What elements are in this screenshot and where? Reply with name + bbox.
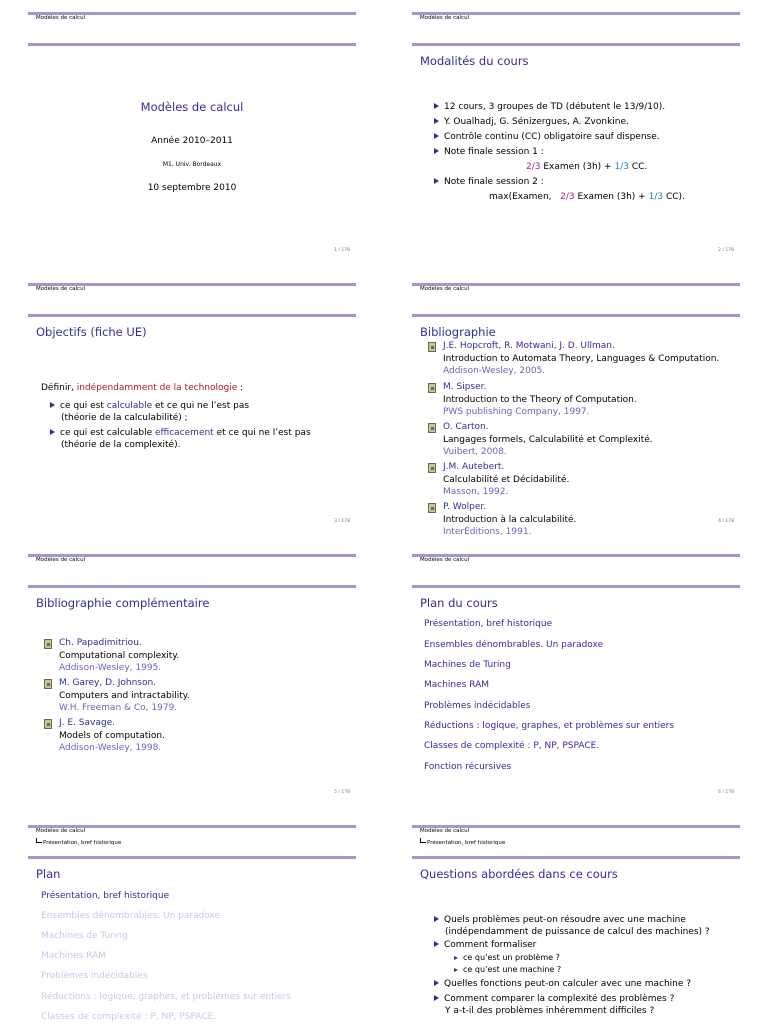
ref-title: Introduction to the Theory of Computation. [443,394,637,405]
plan-item[interactable]: Fonction récursives [424,762,512,772]
reference-entry [59,677,190,715]
slide-header: Modèles de calcul [420,15,470,21]
slide-title: Modalités du cours [420,54,529,68]
bullet-item: Quelles fonctions peut-on calculer avec une machine ? [434,978,691,990]
bullet-item: 12 cours, 3 groupes de TD (débutent le 13/9/10). [434,101,665,113]
slide-title: Plan [36,867,61,881]
ref-authors: Ch. Papadimitriou. [59,638,142,648]
academic-year: Année 2010–2011 [151,136,233,146]
book-icon [44,639,52,649]
reference-entry [443,381,637,419]
reference-entry [443,340,719,378]
title-bar [412,585,740,588]
page-number: 2 / 178 [718,248,734,253]
ref-title: Models of computation. [59,730,165,741]
plan-item-current[interactable]: Présentation, bref historique [41,891,170,901]
ref-title: Langages formels, Calculabilité et Complexité. [443,434,653,445]
bullet-icon [434,995,439,1001]
section-subheader: Présentation, bref historique [420,838,505,846]
slide-header: Modèles de calcul [36,15,86,21]
title-bar [28,314,356,317]
bullet-continuation: Y a-t-il des problèmes inhéremment difficiles ? [445,1006,655,1016]
title-bar [28,585,356,588]
page-number: 5 / 178 [334,790,350,795]
book-icon [428,463,436,473]
ref-publisher: PWS publishing Company, 1997. [443,407,590,417]
ref-authors: P. Wolper. [443,502,487,512]
ref-title: Computers and intractability. [59,690,190,701]
slide-title: Bibliographie complémentaire [36,596,210,610]
plan-item[interactable]: Réductions : logique, graphes, et problèmes sur entiers [424,721,675,731]
plan-item[interactable]: Classes de complexité : P, NP, PSPACE. [424,741,600,751]
slide-header: Modèles de calcul [420,286,470,292]
slide-7 [28,825,356,1024]
slide-title: Objectifs (fiche UE) [36,325,147,339]
ref-publisher: Masson, 1992. [443,487,509,497]
ref-publisher: InterÉditions, 1991. [443,527,532,537]
reference-entry [59,717,165,755]
bullet-continuation: (indépendamment de puissance de calcul des machines) ? [445,927,710,937]
date: 10 septembre 2010 [147,183,237,193]
slide-3 [28,283,356,523]
bullet-icon [434,103,439,109]
bullet-continuation: (théorie de la complexité). [61,440,181,450]
sub-bullet-item: ce qu’est un problème ? [454,952,560,964]
slide-header: Modèles de calcul [36,286,86,292]
bullet-item: Contrôle continu (CC) obligatoire sauf dispense. [434,131,660,143]
ref-publisher: Vuibert, 2008. [443,447,507,457]
plan-item[interactable]: Réductions : logique, graphes, et problèmes sur entiers [41,992,292,1002]
ref-title: Introduction à la calculabilité. [443,514,577,525]
plan-item[interactable]: Présentation, bref historique [424,619,553,629]
reference-entry [443,461,569,499]
plan-item[interactable]: Machines RAM [424,680,490,690]
plan-item[interactable]: Classes de complexité : P, NP, PSPACE. [41,1012,217,1022]
bullet-icon [434,118,439,124]
page-number: 4 / 178 [718,519,734,524]
plan-item[interactable]: Machines de Turing [41,931,128,941]
sub-bullet-item: ce qu’est une machine ? [454,964,561,976]
section-subheader: Présentation, bref historique [36,838,121,846]
bullet-item: Comment comparer la complexité des problèmes ? [434,993,674,1005]
slide-2 [412,12,740,252]
slide-6 [412,554,740,794]
slide-4 [412,283,740,537]
bullet-icon [434,178,439,184]
institution: M1, Univ. Bordeaux [162,161,222,168]
slide-title: Questions abordées dans ce cours [420,867,618,881]
bullet-item: ce qui est calculable et ce qui ne l’est pas [50,400,249,412]
bullet-item: Quels problèmes peut-on résoudre avec une machine [434,914,686,926]
page-number: 6 / 178 [718,790,734,795]
book-icon [44,719,52,729]
title-bar [412,856,740,859]
ref-publisher: Addison-Wesley, 1995. [59,663,162,673]
slide-title: Modèles de calcul [140,100,244,114]
intro-text: Définir, indépendamment de la technologie : [41,383,244,393]
reference-entry [59,637,179,675]
ref-authors: J. E. Savage. [59,718,115,728]
ref-authors: O. Carton. [443,422,489,432]
plan-item[interactable]: Machines de Turing [424,660,511,670]
ref-authors: M. Sipser. [443,382,487,392]
ref-title: Computational complexity. [59,650,180,661]
reference-entry [443,501,576,539]
formula-session-2: max(Examen, 2/3 Examen (3h) + 1/3 CC). [489,192,685,202]
bullet-icon [434,916,439,922]
reference-entry [443,421,653,459]
plan-item[interactable]: Ensembles dénombrables. Un paradoxe [41,911,221,921]
ref-authors: M. Garey, D. Johnson. [59,678,157,688]
slide-title: Bibliographie [420,325,496,339]
bullet-item: Note finale session 1 : [434,146,544,158]
formula-session-1: 2/3 Examen (3h) + 1/3 CC. [526,162,648,172]
plan-item[interactable]: Machines RAM [41,951,107,961]
bullet-icon [50,429,55,435]
bullet-icon [50,402,55,408]
slide-header: Modèles de calcul [420,828,470,834]
ref-title: Introduction to Automata Theory, Languages & Computation. [443,353,720,364]
corner-icon [36,838,42,843]
book-icon [428,383,436,393]
plan-item[interactable]: Ensembles dénombrables. Un paradoxe [424,640,604,650]
bullet-item: Comment formaliser [434,939,536,951]
ref-publisher: Addison-Wesley, 1998. [59,743,162,753]
slide-1 [28,12,356,252]
page-number: 3 / 178 [334,519,350,524]
book-icon [428,503,436,513]
title-bar [412,314,740,317]
ref-authors: J.E. Hopcroft, R. Motwani, J. D. Ullman. [443,341,615,351]
book-icon [44,679,52,689]
bullet-item: ce qui est calculable efficacement et ce qui ne l’est pas [50,427,311,439]
slide-header: Modèles de calcul [36,828,86,834]
page-number: 1 / 178 [334,248,350,253]
ref-title: Calculabilité et Décidabilité. [443,474,570,485]
bullet-icon [434,133,439,139]
bullet-item: Y. Oualhadj, G. Sénizergues, A. Zvonkine. [434,116,629,128]
ref-authors: J.M. Autebert. [443,462,505,472]
bullet-icon [434,941,439,947]
slide-8 [412,825,740,1024]
bullet-icon [454,956,458,960]
slide-header: Modèles de calcul [36,557,86,563]
book-icon [428,342,436,352]
plan-item[interactable]: Problèmes indécidables [41,971,148,981]
ref-publisher: W.H. Freeman & Co, 1979. [59,703,178,713]
corner-icon [420,838,426,843]
title-bar [28,856,356,859]
ref-publisher: Addison-Wesley, 2005. [443,366,546,376]
slide-5 [28,554,356,794]
bullet-icon [434,980,439,986]
title-bar [28,43,356,46]
plan-item[interactable]: Problèmes indécidables [424,701,531,711]
slide-title: Plan du cours [420,596,498,610]
bullet-continuation: (théorie de la calculabilité) ; [61,413,188,423]
bullet-item: Note finale session 2 : [434,176,544,188]
book-icon [428,423,436,433]
title-bar [412,43,740,46]
slide-header: Modèles de calcul [420,557,470,563]
bullet-icon [434,148,439,154]
bullet-icon [454,968,458,972]
